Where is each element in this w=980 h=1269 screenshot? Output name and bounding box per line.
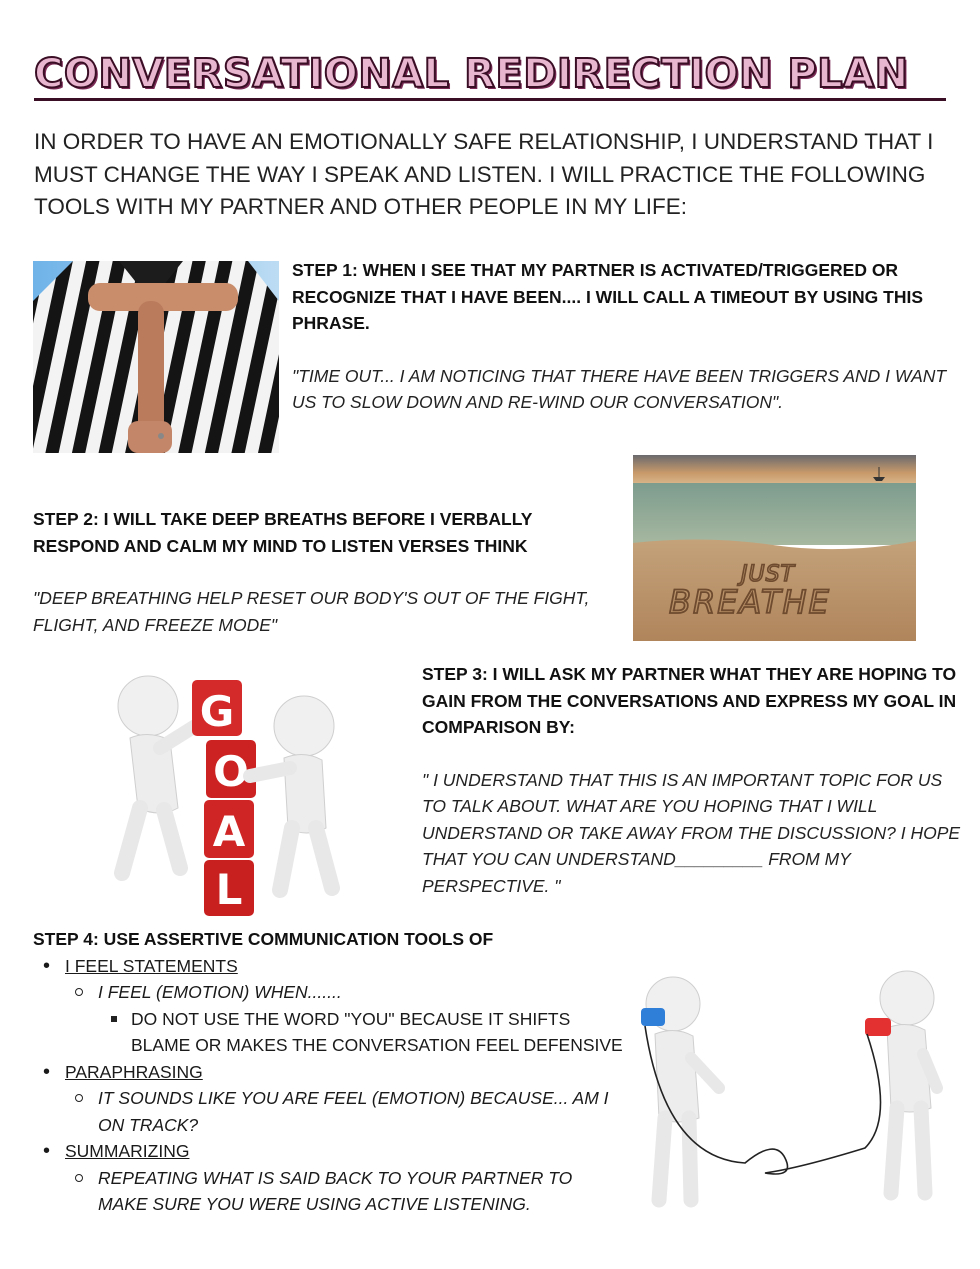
- step-3-section: [422, 661, 962, 899]
- goal-blocks-illustration: [100, 668, 345, 918]
- step-4-title: STEP 4: USE ASSERTIVE COMMUNICATION TOOLS OF: [33, 929, 494, 949]
- assertive-tools-list: [33, 953, 623, 1218]
- referee-timeout-photo: [33, 261, 279, 453]
- step-2-quote: "DEEP BREATHING HELP RESET OUR BODY'S OUT OF THE FIGHT, FLIGHT, AND FREEZE MODE": [33, 588, 590, 635]
- list-item: [33, 953, 623, 980]
- tool-label-i-feel: I FEEL STATEMENTS: [65, 955, 238, 976]
- goal-letter-o: O: [213, 747, 249, 796]
- step-3-quote: " I UNDERSTAND THAT THIS IS AN IMPORTANT TOPIC FOR US TO TALK ABOUT. WHAT ARE YOU HOPING THAT I WILL UNDERSTAND OR TAKE AWAY FROM THE DISCUSSION? I HOPE THAT YOU CAN UNDERSTAND_________ FROM MY PERSPECTIVE. ": [422, 769, 961, 896]
- page-title: CONVERSATIONAL REDIRECTION PLAN: [34, 50, 946, 101]
- list-item: [33, 1138, 623, 1165]
- goal-letter-a: A: [212, 807, 246, 856]
- breathe-text: BREATHE: [669, 583, 831, 621]
- tin-can-phone-illustration: [625, 968, 947, 1211]
- list-subsubitem: DO NOT USE THE WORD "YOU" BECAUSE IT SHIFTS BLAME OR MAKES THE CONVERSATION FEEL DEFENSIVE: [33, 1006, 623, 1059]
- list-subitem: REPEATING WHAT IS SAID BACK TO YOUR PARTNER TO MAKE SURE YOU WERE USING ACTIVE LISTENING.: [33, 1165, 623, 1218]
- intro-paragraph: IN ORDER TO HAVE AN EMOTIONALLY SAFE RELATIONSHIP, I UNDERSTAND THAT I MUST CHANGE THE WAY I SPEAK AND LISTEN. I WILL PRACTICE THE FOLLOWING TOOLS WITH MY PARTNER AND OTHER PEOPLE IN MY LIFE:: [34, 129, 934, 219]
- list-subitem: IT SOUNDS LIKE YOU ARE FEEL (EMOTION) BECAUSE... AM I ON TRACK?: [33, 1085, 623, 1138]
- just-text: JUST: [741, 562, 795, 587]
- step-1-section: [292, 257, 952, 416]
- list-subitem: I FEEL (EMOTION) WHEN.......: [33, 979, 623, 1006]
- step-3-title: STEP 3: I WILL ASK MY PARTNER WHAT THEY ARE HOPING TO GAIN FROM THE CONVERSATIONS AND EXPRESS MY GOAL IN COMPARISON BY:: [422, 664, 957, 737]
- step-4-section: [33, 926, 623, 1218]
- goal-letter-g: G: [199, 687, 235, 736]
- list-item: [33, 1059, 623, 1086]
- step-1-title: STEP 1: WHEN I SEE THAT MY PARTNER IS ACTIVATED/TRIGGERED OR RECOGNIZE THAT I HAVE BEEN.... I WILL CALL A TIMEOUT BY USING THIS PHRASE.: [292, 260, 923, 333]
- step-2-section: [33, 506, 593, 638]
- goal-letter-l: L: [215, 865, 243, 914]
- just-breathe-beach-photo: [633, 455, 916, 641]
- tool-label-summarizing: SUMMARIZING: [65, 1141, 190, 1161]
- tool-label-paraphrasing: PARAPHRASING: [65, 1061, 203, 1082]
- step-2-title: STEP 2: I WILL TAKE DEEP BREATHS BEFORE I VERBALLY RESPOND AND CALM MY MIND TO LISTEN VERSES THINK: [33, 509, 533, 556]
- step-1-quote: "TIME OUT... I AM NOTICING THAT THERE HAVE BEEN TRIGGERS AND I WANT US TO SLOW DOWN AND RE-WIND OUR CONVERSATION".: [292, 365, 947, 412]
